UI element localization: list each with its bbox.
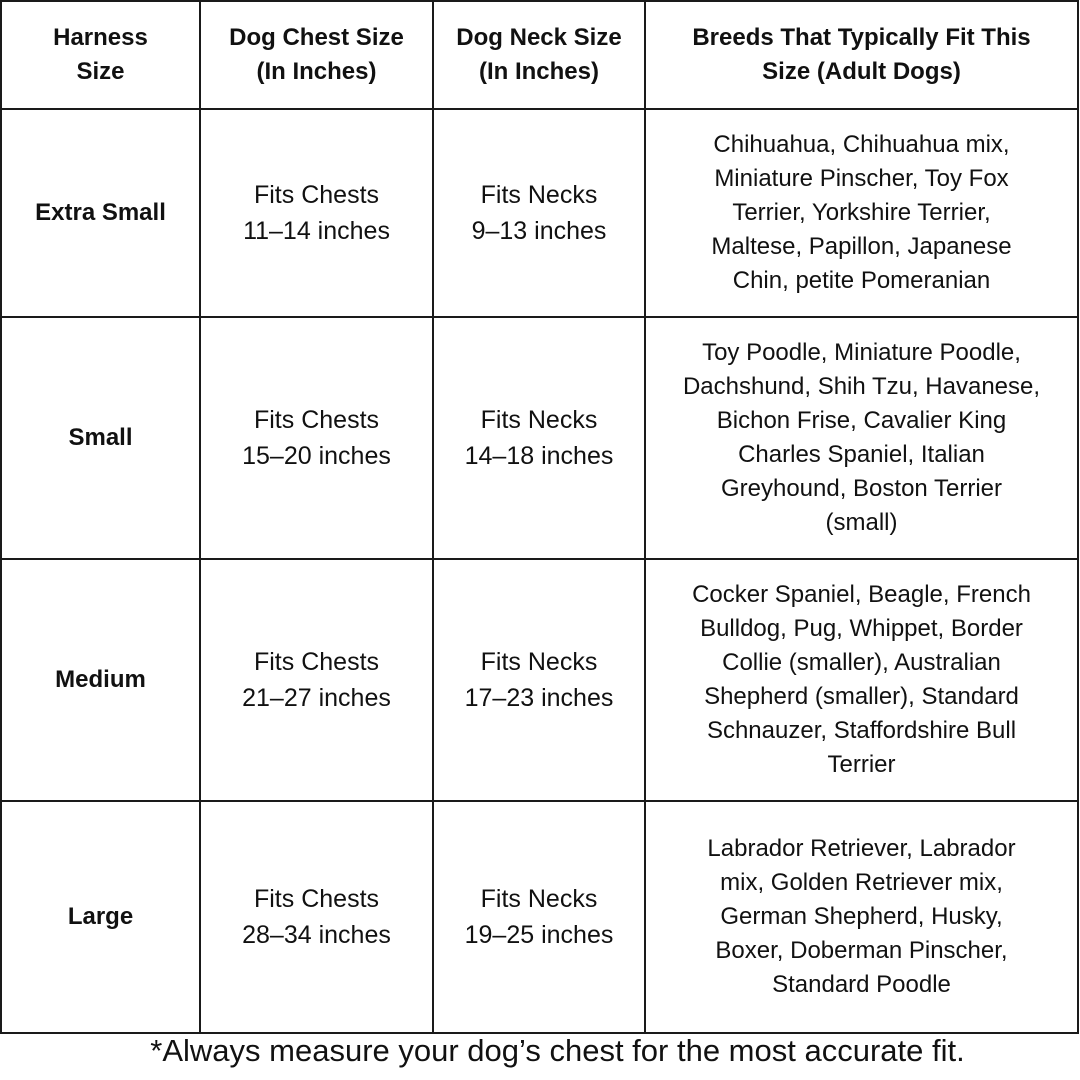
harness-size-cell: Medium <box>1 559 200 801</box>
header-row <box>1 1 1078 109</box>
breeds-cell: Cocker Spaniel, Beagle, French Bulldog, Pug, Whippet, Border Collie (smaller), Australian Shepherd (smaller), Standard Schnauzer, Staffordshire Bull Terrier <box>645 559 1078 801</box>
neck-size-cell: Fits Necks 19–25 inches <box>433 801 645 1033</box>
breeds-cell: Chihuahua, Chihuahua mix, Miniature Pinscher, Toy Fox Terrier, Yorkshire Terrier, Maltese, Papillon, Japanese Chin, petite Pomeranian <box>645 109 1078 317</box>
breeds-cell: Labrador Retriever, Labrador mix, Golden Retriever mix, German Shepherd, Husky, Boxer, Doberman Pinscher, Standard Poodle <box>645 801 1078 1033</box>
chest-size-cell: Fits Chests 21–27 inches <box>200 559 433 801</box>
header-breeds: Breeds That Typically Fit This Size (Adult Dogs) <box>645 1 1078 109</box>
neck-size-cell: Fits Necks 14–18 inches <box>433 317 645 559</box>
harness-size-cell: Extra Small <box>1 109 200 317</box>
chest-size-cell: Fits Chests 11–14 inches <box>200 109 433 317</box>
header-harness-size: Harness Size <box>1 1 200 109</box>
table-row <box>1 317 1078 559</box>
harness-size-cell: Large <box>1 801 200 1033</box>
table-row <box>1 801 1078 1033</box>
harness-size-cell: Small <box>1 317 200 559</box>
header-neck-size: Dog Neck Size (In Inches) <box>433 1 645 109</box>
table-row <box>1 109 1078 317</box>
chest-size-cell: Fits Chests 15–20 inches <box>200 317 433 559</box>
breeds-cell: Toy Poodle, Miniature Poodle, Dachshund, Shih Tzu, Havanese, Bichon Frise, Cavalier King Charles Spaniel, Italian Greyhound, Boston Terrier (small) <box>645 317 1078 559</box>
table-row <box>1 559 1078 801</box>
neck-size-cell: Fits Necks 9–13 inches <box>433 109 645 317</box>
chest-size-cell: Fits Chests 28–34 inches <box>200 801 433 1033</box>
header-chest-size: Dog Chest Size (In Inches) <box>200 1 433 109</box>
measurement-footnote: *Always measure your dog’s chest for the most accurate fit. <box>150 1033 965 1068</box>
neck-size-cell: Fits Necks 17–23 inches <box>433 559 645 801</box>
